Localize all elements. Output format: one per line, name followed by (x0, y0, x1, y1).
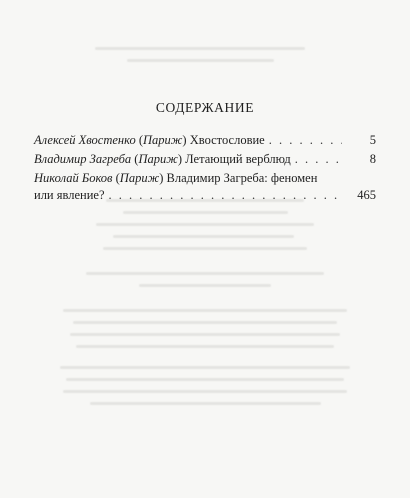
entry-author: Николай Боков (34, 171, 113, 185)
table-of-contents (34, 132, 376, 206)
leader-dots (109, 187, 343, 204)
entry-city: Париж (143, 133, 183, 147)
entry-page-number: 8 (369, 152, 376, 166)
entry-page-number: 465 (357, 188, 376, 202)
entry-title: Летающий верблюд (185, 152, 291, 166)
toc-title: СОДЕРЖАНИЕ (155, 100, 255, 115)
leader-dots (269, 132, 342, 149)
entry-title: Хвостословие (189, 133, 265, 147)
entry-city: Париж (119, 171, 160, 185)
entry-title-continued: или явление? (34, 188, 105, 202)
entry-page-number: 5 (369, 133, 376, 147)
toc-entry[interactable]: Алексей Хвостенко ( Париж ) Хвостословие . . . 5 (34, 132, 376, 149)
entry-title: Владимир Загреба: феномен (166, 171, 318, 185)
toc-entry[interactable]: Николай Боков ( Париж ) Владимир Загреба: феномен или явление? . . . 465 (34, 170, 376, 204)
show-through-top (95, 38, 305, 71)
entry-city: Париж (138, 152, 178, 166)
leader-dots (295, 151, 342, 168)
entry-author: Алексей Хвостенко (34, 133, 136, 147)
show-through-body (40, 190, 370, 414)
entry-author: Владимир Загреба (34, 152, 132, 166)
toc-entry[interactable]: Владимир Загреба ( Париж ) Летающий верблюд . . . 8 (34, 151, 376, 168)
